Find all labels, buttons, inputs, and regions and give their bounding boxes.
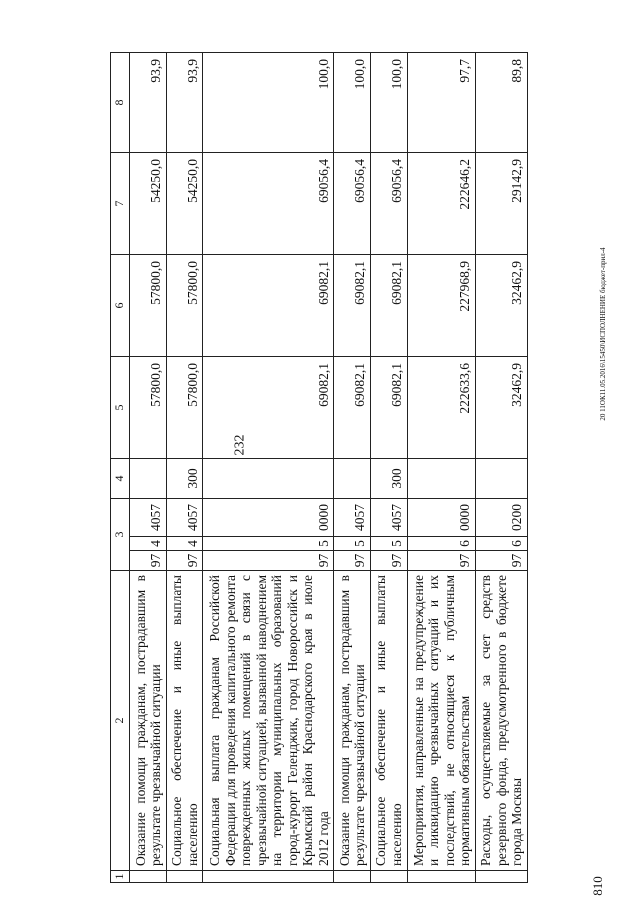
row-index-cell — [130, 871, 167, 883]
row-name: Оказание помощи гражданам, пострадавшим в результате чрезвычайной ситуации — [334, 571, 371, 871]
code-section: 97 — [130, 551, 167, 571]
code-target: 0200 — [475, 498, 527, 536]
code-expense-type: 300 — [370, 458, 407, 498]
row-name: Оказание помощи гражданам, пострадавшим в результате чрезвычайной ситуации — [130, 571, 167, 871]
table-row — [407, 52, 475, 882]
code-expense-type — [407, 458, 475, 498]
value-col-6: 69082,1 — [334, 254, 371, 356]
header-col-1: 1 — [111, 871, 130, 883]
code-expense-type: 300 — [166, 458, 203, 498]
code-section: 97 — [334, 551, 371, 571]
table-row — [475, 52, 527, 882]
row-index-cell — [166, 871, 203, 883]
header-col-6: 6 — [111, 254, 130, 356]
value-col-6: 69082,1 — [370, 254, 407, 356]
row-index-cell — [407, 871, 475, 883]
header-col-5: 5 — [111, 356, 130, 458]
value-col-5: 57800,0 — [130, 356, 167, 458]
table-row — [130, 52, 167, 882]
code-target: 0000 — [407, 498, 475, 536]
table-body — [130, 52, 528, 882]
code-target: 4057 — [334, 498, 371, 536]
value-col-8: 89,8 — [475, 52, 527, 152]
row-name: Мероприятия, направленные на предупреждение и ликвидацию чрезвычайных ситуаций и их последствий, не относящиеся к публичным нормативным обязательствам — [407, 571, 475, 871]
code-section: 97 — [407, 551, 475, 571]
header-col-8: 8 — [111, 52, 130, 152]
value-col-7: 29142,9 — [475, 152, 527, 254]
row-index-cell — [203, 871, 334, 883]
header-col-7: 7 — [111, 152, 130, 254]
row-index-cell — [334, 871, 371, 883]
value-col-8: 100,0 — [334, 52, 371, 152]
header-col-2: 2 — [111, 571, 130, 871]
footer-code: 20 11ОК11.05.2016\15450\ИСПОЛНЕНИЕ бюджет-прил-4 — [599, 247, 607, 421]
value-col-5: 222633,6 — [407, 356, 475, 458]
value-col-6: 32462,9 — [475, 254, 527, 356]
code-expense-type — [203, 458, 334, 498]
code-target: 4057 — [370, 498, 407, 536]
code-section: 97 — [203, 551, 334, 571]
row-index-cell — [370, 871, 407, 883]
value-col-8: 97,7 — [407, 52, 475, 152]
folio-number: 810 — [589, 876, 605, 896]
value-col-7: 69056,4 — [334, 152, 371, 254]
code-section: 97 — [475, 551, 527, 571]
row-name: Социальное обеспечение и иные выплаты населению — [166, 571, 203, 871]
value-col-6: 227968,9 — [407, 254, 475, 356]
row-index-cell — [475, 871, 527, 883]
table-row — [203, 52, 334, 882]
table-row — [334, 52, 371, 882]
code-section: 97 — [370, 551, 407, 571]
value-col-7: 69056,4 — [370, 152, 407, 254]
budget-table-container — [110, 53, 528, 883]
code-subsection: 4 — [166, 537, 203, 551]
value-col-7: 54250,0 — [166, 152, 203, 254]
row-name: Расходы, осуществляемые за счет средств резервного фонда, предусмотренного в бюджете города Москвы — [475, 571, 527, 871]
code-target: 0000 — [203, 498, 334, 536]
code-subsection: 5 — [203, 537, 334, 551]
code-subsection: 5 — [370, 537, 407, 551]
value-col-5: 69082,1 — [370, 356, 407, 458]
code-expense-type — [130, 458, 167, 498]
budget-table — [110, 52, 528, 883]
value-col-7: 54250,0 — [130, 152, 167, 254]
value-col-8: 93,9 — [166, 52, 203, 152]
code-target: 4057 — [166, 498, 203, 536]
value-col-8: 100,0 — [203, 52, 334, 152]
table-header-row — [111, 52, 130, 882]
row-name: Социальная выплата гражданам Российской Федерации для проведения капитального ремонта поврежденных жилых помещений в связи с чрезвычайной ситуацией, вызванной наводнением на территории муниципальных образований город-курорт Геленджик, город Новороссийск и Крымский район Краснодарского края в июле 2012 года — [203, 571, 334, 871]
header-col-3: 3 — [111, 498, 130, 570]
value-col-6: 57800,0 — [166, 254, 203, 356]
value-col-5: 69082,1 — [334, 356, 371, 458]
value-col-7: 69056,4 — [203, 152, 334, 254]
code-subsection: 4 — [130, 537, 167, 551]
code-section: 97 — [166, 551, 203, 571]
value-col-8: 93,9 — [130, 52, 167, 152]
code-subsection: 6 — [475, 537, 527, 551]
table-row — [370, 52, 407, 882]
code-subsection: 5 — [334, 537, 371, 551]
header-col-4: 4 — [111, 458, 130, 498]
value-col-5: 32462,9 — [475, 356, 527, 458]
value-col-5: 57800,0 — [166, 356, 203, 458]
code-expense-type — [334, 458, 371, 498]
value-col-6: 57800,0 — [130, 254, 167, 356]
table-row — [166, 52, 203, 882]
value-col-5: 69082,1 — [203, 356, 334, 458]
value-col-6: 69082,1 — [203, 254, 334, 356]
value-col-7: 222646,2 — [407, 152, 475, 254]
row-name: Социальное обеспечение и иные выплаты населению — [370, 571, 407, 871]
code-expense-type — [475, 458, 527, 498]
code-subsection: 6 — [407, 537, 475, 551]
value-col-8: 100,0 — [370, 52, 407, 152]
code-target: 4057 — [130, 498, 167, 536]
page-number: 232 — [232, 434, 248, 456]
